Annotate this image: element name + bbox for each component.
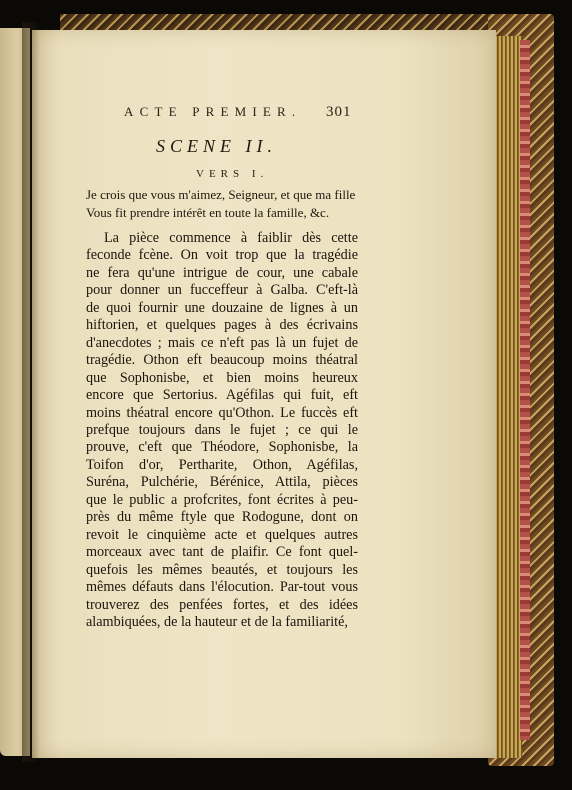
text-line: quefois les mêmes beautés, et toujours les [86, 561, 358, 578]
quote-line: Vous fit prendre intérêt en toute la famille, &c. [86, 205, 330, 220]
page-gutter [22, 22, 40, 762]
text-line: La pièce commence à faiblir dès cette [104, 230, 358, 246]
text-line: feconde fcène. On voit trop que la tragédie [86, 247, 358, 264]
quote-line: Je crois que vous m'aimez, Seigneur, et que ma fille [86, 187, 356, 202]
text-line: revoit le cinquième acte et quelques autres [86, 526, 358, 543]
text-line: trouverez des penfées fortes, et des idées [86, 596, 358, 613]
marbled-edge [520, 40, 530, 740]
text-line: morceaux avec tant de plaifir. Ce font quel- [86, 544, 358, 561]
text-line: moins théatral encore qu'Othon. Le fuccès eft [86, 404, 358, 421]
text-line: ne fera qu'une intrigue de cour, une cabale [86, 264, 358, 281]
text-line: que le public a profcrites, font écrites à peu- [86, 491, 358, 508]
commentary-paragraph [86, 230, 358, 631]
text-line: alambiquées, de la hauteur et de la familiarité, [86, 613, 348, 630]
verse-quote [86, 186, 386, 222]
text-line: mêmes défauts dans l'élocution. Par-tout vous [86, 579, 358, 596]
text-line: prouve, c'eft que Théodore, Sophonisbe, la [86, 439, 358, 456]
text-line: Suréna, Pulchérie, Bérénice, Attila, pièces [86, 474, 358, 491]
text-line: prefque toujours dans le fujet ; ce qui le [86, 421, 358, 438]
scene-title: SCENE II. [156, 136, 277, 156]
page-number: 301 [326, 104, 352, 120]
text-line: de quoi fournir une douzaine de lignes à un [86, 299, 358, 316]
text-line: encore que Sertorius. Agéfilas qui fuit, eft [86, 387, 358, 404]
text-line: hiftorien, et quelques pages à des écrivains [86, 317, 358, 334]
text-line: près du même ftyle que Rodogune, dont on [86, 509, 358, 526]
text-line: Toifon d'or, Pertharite, Othon, Agéfilas, [86, 456, 358, 473]
running-head: ACTE PREMIER. [124, 104, 302, 119]
text-line: d'anecdotes ; mais ce n'eft pas là un fujet de [86, 334, 358, 351]
text-line: que Sophonisbe, et bien moins heureux [86, 369, 358, 386]
text-line: tragédie. Othon eft beaucoup moins théatral [86, 352, 358, 369]
verse-label: VERS I. [196, 168, 269, 180]
text-line: pour donner un fucceffeur à Galba. C'eft-là [86, 282, 358, 299]
gilt-page-edges [494, 36, 522, 758]
